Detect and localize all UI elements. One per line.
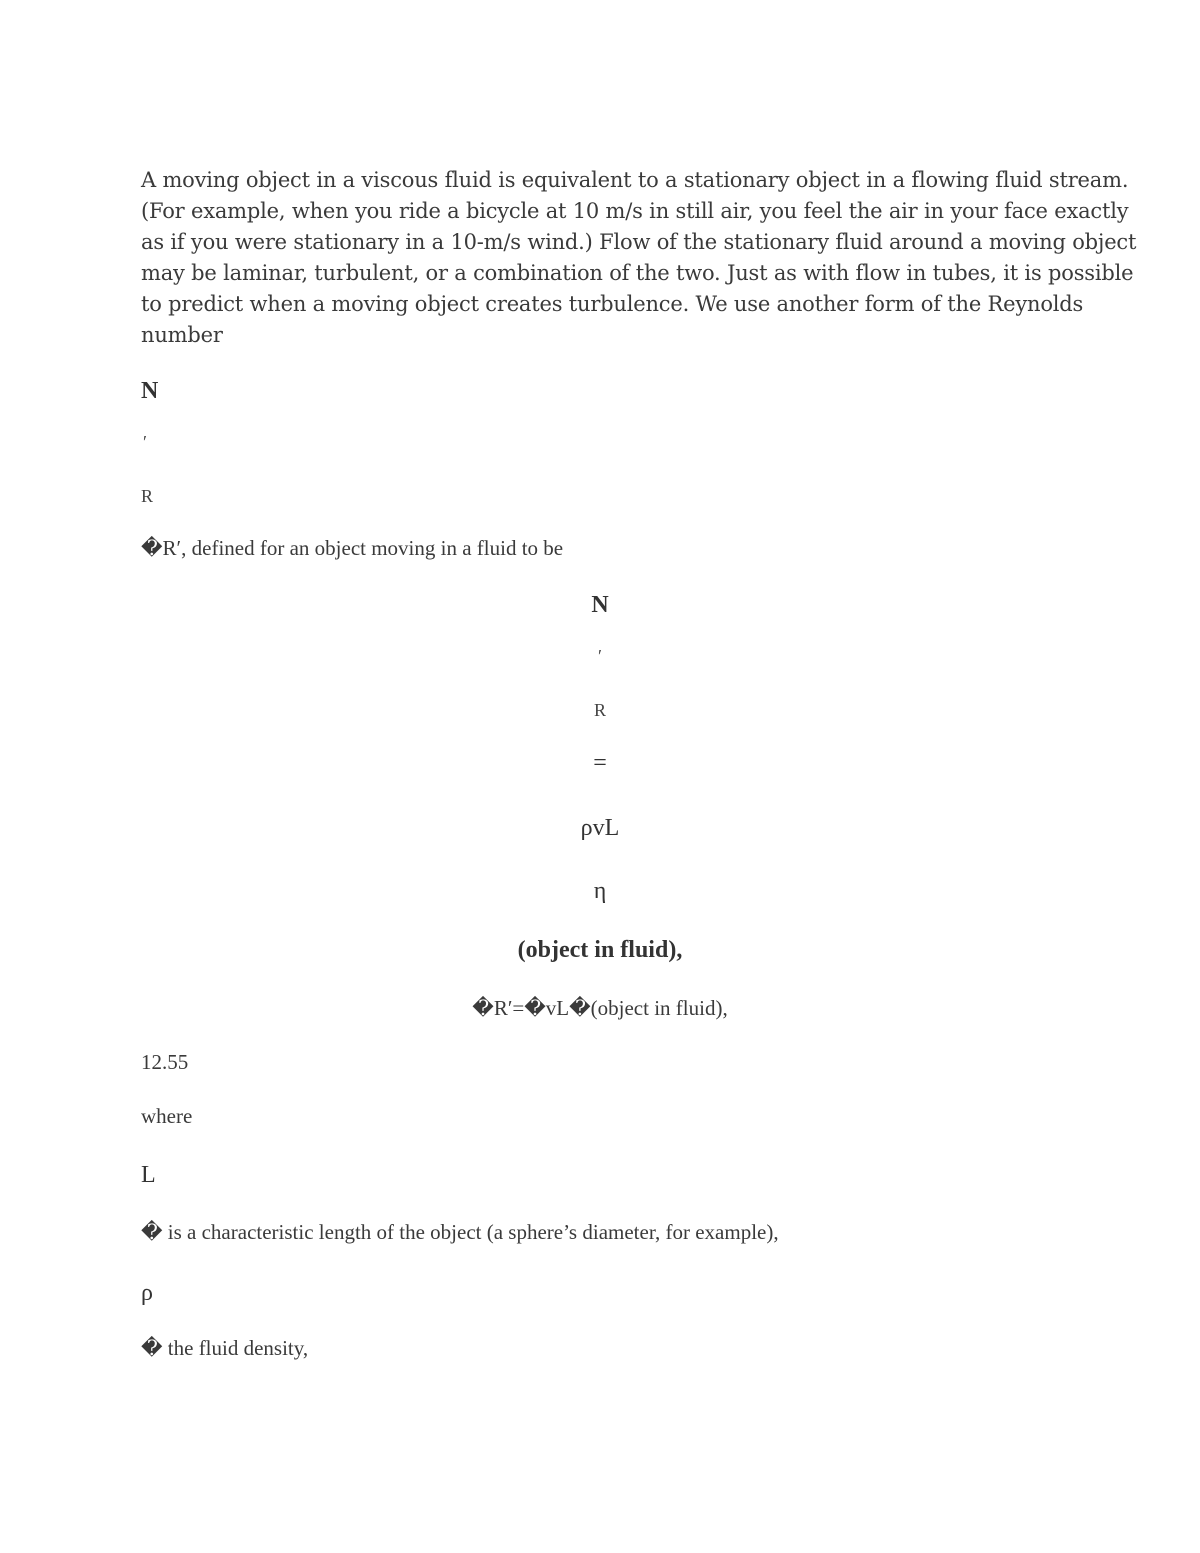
paragraph-line: to predict when a moving object creates turbulence. We use another form of the Reynolds <box>141 292 1084 316</box>
paragraph-line: number <box>141 323 223 347</box>
where-label: where <box>141 1104 193 1128</box>
paragraph-line: as if you were stationary in a 10-m/s wind.) Flow of the stationary fluid around a moving object <box>141 230 1137 254</box>
paragraph-line: A moving object in a viscous fluid is equivalent to a stationary object in a flowing fluid stream. <box>141 168 1129 192</box>
display-math-equals: = <box>593 750 607 776</box>
inline-math-prime: ′ <box>143 432 147 452</box>
display-math-qualifier: (object in fluid), <box>517 937 683 963</box>
fallback-equation: �R′=�vL�(object in fluid), <box>472 996 728 1020</box>
intro-paragraph <box>141 165 1137 351</box>
paragraph-line: (For example, when you ride a bicycle at 10 m/s in still air, you feel the air in your face exactly <box>141 199 1129 223</box>
display-math-numerator: ρvL <box>580 815 620 841</box>
display-math-R: R <box>593 700 606 720</box>
paragraph-line: may be laminar, turbulent, or a combination of the two. Just as with flow in tubes, it is possible <box>141 261 1134 285</box>
var-rho-description: � the fluid density, <box>141 1336 309 1360</box>
display-math-prime: ′ <box>598 646 602 666</box>
var-rho-symbol: ρ <box>141 1280 153 1306</box>
defined-line: �R′, defined for an object moving in a fluid to be <box>141 536 564 560</box>
display-math-denominator: η <box>593 878 607 904</box>
var-L-symbol: L <box>141 1162 156 1188</box>
display-math-N: N <box>591 592 609 618</box>
equation-number: 12.55 <box>141 1050 189 1074</box>
inline-math-R: R <box>141 486 154 506</box>
var-L-description: � is a characteristic length of the object (a sphere’s diameter, for example), <box>141 1220 779 1244</box>
inline-math-N: N <box>141 378 159 404</box>
